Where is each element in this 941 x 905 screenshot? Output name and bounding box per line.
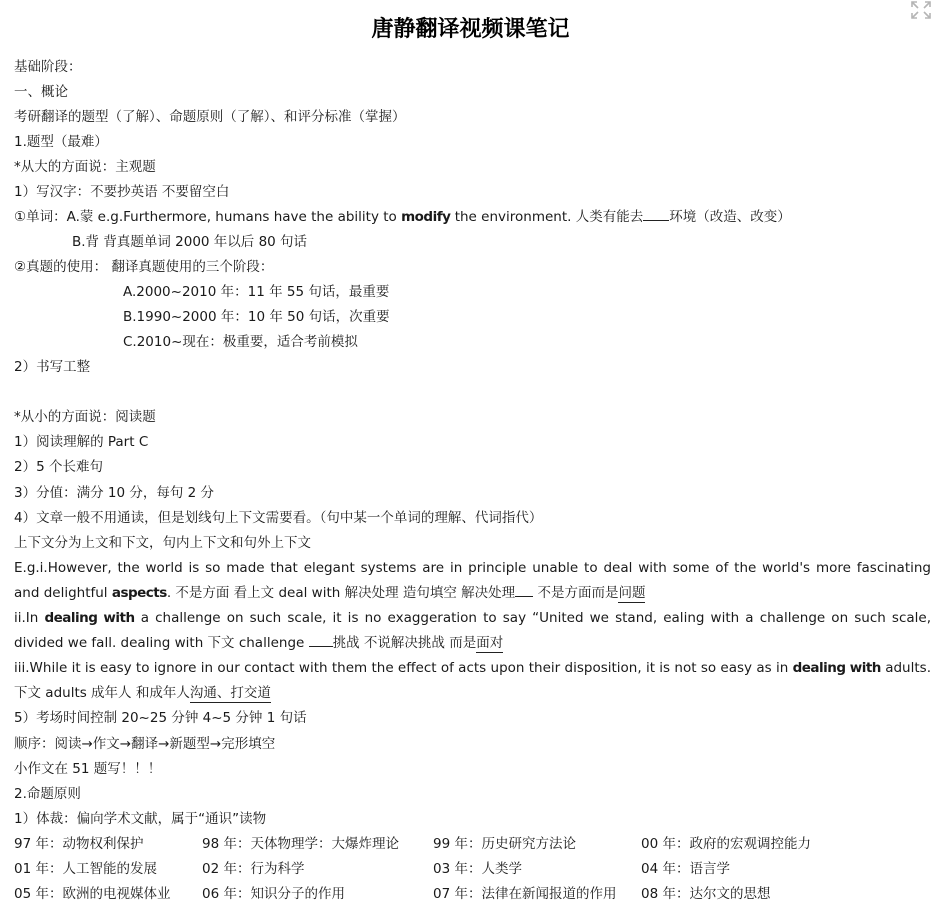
note-line: 顺序：阅读→作文→翻译→新题型→完形填空 [14, 736, 276, 752]
note-line: B.1990~2000 年：10 年 50 句话，次重要 [123, 309, 390, 325]
example-sentence [14, 633, 503, 653]
fill-blank [643, 207, 669, 221]
topic-item: 01 年：人工智能的发展 [14, 861, 157, 877]
note-text: . 不是方面 看上文 deal with 解决处理 造句填空 解决处理 [166, 585, 516, 601]
note-text: the environment. 人类有能去 [450, 209, 644, 225]
note-line: 小作文在 51 题写！！！ [14, 761, 162, 777]
note-line: C.2010~现在：极重要，适合考前模拟 [123, 334, 358, 350]
example-sentence [14, 608, 931, 628]
note-line: 1）阅读理解的 Part C [14, 434, 149, 450]
note-line: ②真题的使用： 翻译真题使用的三个阶段： [14, 259, 274, 275]
note-text: adults. [880, 660, 931, 676]
topic-item: 04 年：语言学 [641, 861, 730, 877]
topic-item: 02 年：行为科学 [202, 861, 305, 877]
note-line: 5）考场时间控制 20~25 分钟 4~5 分钟 1 句话 [14, 710, 307, 726]
note-line: 1.题型（最难） [14, 134, 108, 150]
note-text: 下文 adults 成年人 和成年人 [14, 685, 190, 701]
note-line [14, 207, 791, 227]
note-text: ①单词：A.蒙 e.g.Furthermore, humans have the ability to [14, 209, 402, 225]
note-text: divided we fall. dealing with 下文 challenge [14, 635, 309, 651]
note-line: A.2000~2010 年：11 年 55 句话，最重要 [123, 284, 390, 300]
bold-term: dealing with [44, 610, 135, 626]
topic-item: 05 年：欧洲的电视媒体业 [14, 886, 171, 902]
note-line: B.背 背真题单词 2000 年以后 80 句话 [72, 234, 308, 250]
note-text: ii.In [14, 610, 45, 626]
note-text: 挑战 不说解决挑战 而是 [332, 635, 477, 651]
bold-term: aspects [111, 585, 167, 601]
note-text: and delightful [14, 585, 112, 601]
note-line: 3）分值：满分 10 分，每句 2 分 [14, 485, 215, 501]
underlined-answer: 问题 [618, 585, 646, 601]
topic-item: 03 年：人类学 [433, 861, 522, 877]
note-line: 2）5 个长难句 [14, 459, 103, 475]
topic-item: 97 年：动物权利保护 [14, 836, 144, 852]
note-text: a challenge on such scale, it is no exaggeration to say “United we stand, ealing with a challenge on such scale, [134, 610, 931, 626]
example-sentence: E.g.i.However, the world is so made that elegant systems are in principle unable to deal with some of the world's more fascinating [14, 560, 931, 576]
note-line: 考研翻译的题型（了解）、命题原则（了解）、和评分标准（掌握） [14, 109, 406, 125]
topic-item: 98 年：天体物理学：大爆炸理论 [202, 836, 399, 852]
underlined-answer: 沟通、打交道 [189, 685, 271, 701]
note-line: 2）书写工整 [14, 359, 91, 375]
note-line: 1）写汉字：不要抄英语 不要留空白 [14, 184, 230, 200]
topic-item: 08 年：达尔文的思想 [641, 886, 771, 902]
underlined-answer: 面对 [476, 635, 504, 651]
expand-icon[interactable] [910, 0, 932, 20]
example-sentence [14, 583, 645, 603]
topic-item: 00 年：政府的宏观调控能力 [641, 836, 811, 852]
note-line: *从小的方面说：阅读题 [14, 409, 156, 425]
example-sentence [14, 658, 931, 678]
note-line: *从大的方面说：主观题 [14, 159, 156, 175]
note-text: 环境（改造、改变） [669, 209, 791, 225]
topic-item: 07 年：法律在新闻报道的作用 [433, 886, 617, 902]
note-line [14, 683, 271, 703]
fill-blank [515, 583, 533, 597]
fill-blank [309, 633, 333, 647]
note-line: 2.命题原则 [14, 786, 81, 802]
bold-term: modify [401, 209, 451, 225]
topic-item: 99 年：历史研究方法论 [433, 836, 576, 852]
note-line: 1）体裁：偏向学术文献，属于“通识”读物 [14, 811, 267, 827]
note-line: 4）文章一般不用通读，但是划线句上下文需要看。（句中某一个单词的理解、代词指代） [14, 510, 543, 526]
page-title: 唐静翻译视频课笔记 [371, 17, 570, 42]
bold-term: dealing with [792, 660, 881, 676]
topic-item: 06 年：知识分子的作用 [202, 886, 345, 902]
chapter-heading: 一、概论 [14, 84, 68, 100]
note-text: iii.While it is easy to ignore in our contact with them the effect of acts upon their disposition, it is not so easy as in [14, 660, 793, 676]
note-text: 不是方面而是 [533, 585, 619, 601]
section-heading: 基础阶段： [14, 59, 82, 75]
note-line: 上下文分为上文和下文，句内上下文和句外上下文 [14, 535, 311, 551]
